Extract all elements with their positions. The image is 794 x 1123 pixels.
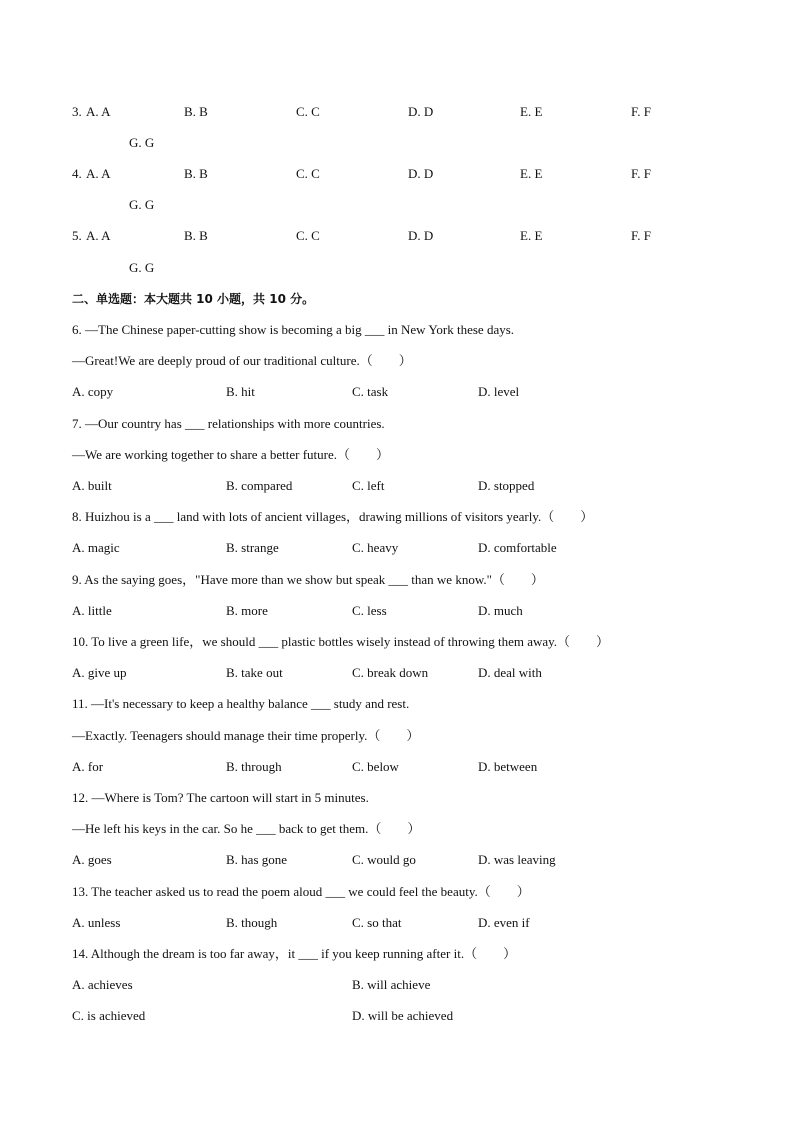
q12-line2: —He left his keys in the car. So he ___ back to get them.（ ）	[72, 821, 421, 836]
q4-option-d[interactable]: D. D	[408, 166, 434, 181]
q5-option-a[interactable]: A. A	[86, 228, 111, 243]
q13-option-c[interactable]: C. so that	[352, 915, 402, 930]
q3-option-f[interactable]: F. F	[631, 104, 651, 119]
q8-option-b[interactable]: B. strange	[226, 540, 279, 555]
q5-option-d[interactable]: D. D	[408, 228, 434, 243]
q13-option-a[interactable]: A. unless	[72, 915, 121, 930]
q7-option-d[interactable]: D. stopped	[478, 478, 535, 493]
q11-option-a[interactable]: A. for	[72, 759, 104, 774]
q14-option-d[interactable]: D. will be achieved	[352, 1008, 454, 1023]
q14-option-c[interactable]: C. is achieved	[72, 1008, 146, 1023]
q5-option-g[interactable]: G. G	[129, 260, 155, 275]
q10-option-a[interactable]: A. give up	[72, 665, 127, 680]
q9-option-d[interactable]: D. much	[478, 603, 523, 618]
q12-line1: 12. —Where is Tom? The cartoon will start in 5 minutes.	[72, 790, 369, 805]
q12-option-b[interactable]: B. has gone	[226, 852, 288, 867]
q10-line1: 10. To live a green life，we should ___ plastic bottles wisely instead of throwing them away.（ ）	[72, 634, 610, 649]
q14-line1: 14. Although the dream is too far away，it ___ if you keep running after it.（ ）	[72, 946, 517, 961]
q12-option-c[interactable]: C. would go	[352, 852, 416, 867]
q3-option-c[interactable]: C. C	[296, 104, 320, 119]
q7-line1: 7. —Our country has ___ relationships with more countries.	[72, 416, 385, 431]
q3-option-a[interactable]: A. A	[86, 104, 111, 119]
q11-option-d[interactable]: D. between	[478, 759, 538, 774]
q4-number: 4.	[72, 166, 82, 181]
q4-option-g[interactable]: G. G	[129, 197, 155, 212]
q7-option-a[interactable]: A. built	[72, 478, 112, 493]
q9-option-c[interactable]: C. less	[352, 603, 387, 618]
q7-option-b[interactable]: B. compared	[226, 478, 293, 493]
q3-option-b[interactable]: B. B	[184, 104, 208, 119]
section-title: 二、单选题：本大题共 10 小题，共 10 分。	[72, 292, 315, 306]
q6-line2: —Great!We are deeply proud of our traditional culture.（ ）	[72, 353, 412, 368]
q4-option-e[interactable]: E. E	[520, 166, 543, 181]
q9-option-a[interactable]: A. little	[72, 603, 112, 618]
q12-option-d[interactable]: D. was leaving	[478, 852, 556, 867]
q14-option-b[interactable]: B. will achieve	[352, 977, 431, 992]
q5-option-c[interactable]: C. C	[296, 228, 320, 243]
q3-number: 3.	[72, 104, 82, 119]
q13-option-d[interactable]: D. even if	[478, 915, 530, 930]
q10-option-d[interactable]: D. deal with	[478, 665, 542, 680]
q6-option-b[interactable]: B. hit	[226, 384, 255, 399]
q11-option-c[interactable]: C. below	[352, 759, 399, 774]
q14-option-a[interactable]: A. achieves	[72, 977, 133, 992]
q11-line1: 11. —It's necessary to keep a healthy balance ___ study and rest.	[72, 696, 410, 711]
q3-option-g[interactable]: G. G	[129, 135, 155, 150]
q4-option-a[interactable]: A. A	[86, 166, 111, 181]
q4-option-f[interactable]: F. F	[631, 166, 651, 181]
q4-option-b[interactable]: B. B	[184, 166, 208, 181]
q8-line1: 8. Huizhou is a ___ land with lots of ancient villages，drawing millions of visitors yearly.（ ）	[72, 509, 594, 524]
q9-line1: 9. As the saying goes，"Have more than we show but speak ___ than we know."（ ）	[72, 572, 544, 587]
q4-option-c[interactable]: C. C	[296, 166, 320, 181]
q6-option-a[interactable]: A. copy	[72, 384, 114, 399]
q8-option-d[interactable]: D. comfortable	[478, 540, 557, 555]
q6-option-c[interactable]: C. task	[352, 384, 389, 399]
q6-option-d[interactable]: D. level	[478, 384, 520, 399]
q11-option-b[interactable]: B. through	[226, 759, 282, 774]
q3-option-e[interactable]: E. E	[520, 104, 543, 119]
q8-option-a[interactable]: A. magic	[72, 540, 120, 555]
q7-option-c[interactable]: C. left	[352, 478, 385, 493]
q8-option-c[interactable]: C. heavy	[352, 540, 399, 555]
q13-line1: 13. The teacher asked us to read the poem aloud ___ we could feel the beauty.（ ）	[72, 884, 530, 899]
q12-option-a[interactable]: A. goes	[72, 852, 112, 867]
q5-number: 5.	[72, 228, 82, 243]
q10-option-c[interactable]: C. break down	[352, 665, 429, 680]
q3-option-d[interactable]: D. D	[408, 104, 434, 119]
q5-option-b[interactable]: B. B	[184, 228, 208, 243]
q6-line1: 6. —The Chinese paper-cutting show is becoming a big ___ in New York these days.	[72, 322, 515, 337]
q13-option-b[interactable]: B. though	[226, 915, 278, 930]
q10-option-b[interactable]: B. take out	[226, 665, 283, 680]
q11-line2: —Exactly. Teenagers should manage their time properly.（ ）	[72, 728, 420, 743]
q7-line2: —We are working together to share a better future.（ ）	[72, 447, 389, 462]
q5-option-f[interactable]: F. F	[631, 228, 651, 243]
q9-option-b[interactable]: B. more	[226, 603, 268, 618]
q5-option-e[interactable]: E. E	[520, 228, 543, 243]
